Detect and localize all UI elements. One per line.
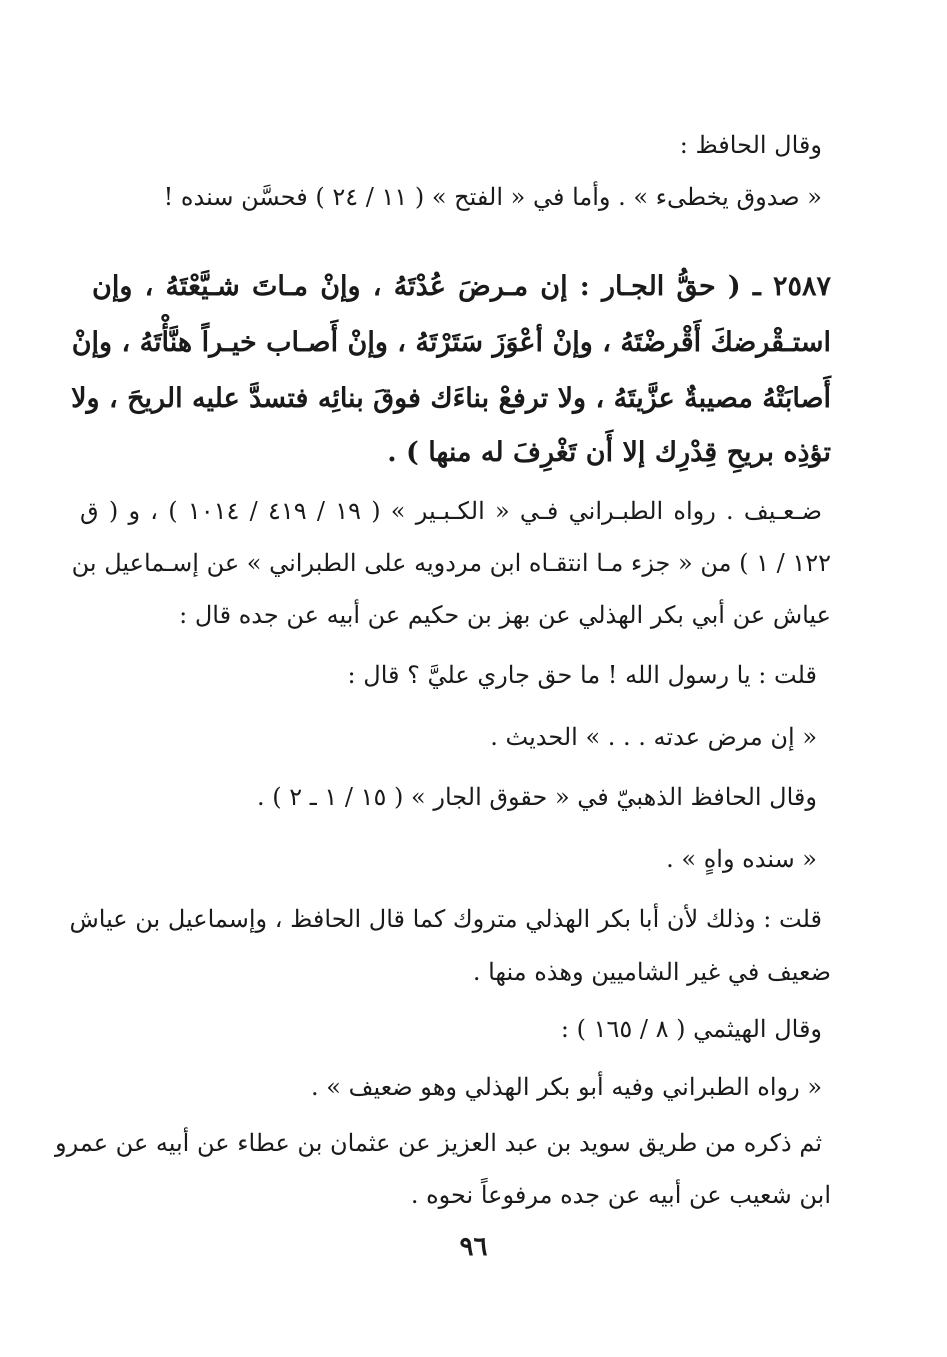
text-line: « إن مرض عدته . . . » الحديث . [490, 723, 817, 751]
text-line: « سنده واهٍ » . [666, 845, 817, 873]
hadith-line: أَصابَتْهُ مصيبةٌ عزَّيتَهُ ، ولا ترفعْ بناءَك فوقَ بنائِه فتسدَّ عليه الريحَ ، ولا [71, 383, 831, 414]
text-line: ابن شعيب عن أبيه عن جده مرفوعاً نحوه . [410, 1181, 831, 1209]
hadith-line: تؤذِه بريحِ قِدْرِك إلا أَن تَغْرِفَ له منها ) . [387, 437, 831, 468]
hadith-line: استـقْرضكَ أَقْرضْتَهُ ، وإنْ أعْوَزَ سَتَرْتَهُ ، وإنْ أَصـاب خيـراً هنَّأْتَهُ ، وإنْ [71, 327, 831, 358]
text-line: « صدوق يخطىء » . وأما في « الفتح » ( ١١ / ٢٤ ) فحسَّن سنده ! [163, 183, 822, 211]
text-line: وقال الحافظ الذهبيّ في « حقوق الجار » ( ١٥ / ١ ـ ٢ ) . [256, 783, 817, 811]
text-line: ثم ذكره من طريق سويد بن عبد العزيز عن عثمان بن عطاء عن أبيه عن عمرو [55, 1129, 822, 1157]
text-line: قلت : يا رسول الله ! ما حق جاري عليَّ ؟ قال : [347, 661, 817, 689]
text-line: « رواه الطبراني وفيه أبو بكر الهذلي وهو ضعيف » . [311, 1073, 822, 1101]
text-line: ضـعـيف . رواه الطبـراني فـي « الكـبـير » ( ١٩ / ٤١٩ / ١٠١٤ ) ، و ( ق [80, 497, 823, 525]
text-line: ١٢٢ / ١ ) من « جزء مـا انتقـاه ابن مردويه على الطبراني » عن إسـماعيل بن [71, 549, 831, 577]
text-line: وقال الهيثمي ( ٨ / ١٦٥ ) : [560, 1015, 822, 1043]
page-number: ٩٦ [459, 1232, 488, 1262]
text-line: قلت : وذلك لأن أبا بكر الهذلي متروك كما قال الحافظ ، وإسماعيل بن عياش [69, 905, 822, 933]
text-line: عياش عن أبي بكر الهذلي عن بهز بن حكيم عن أبيه عن جده قال : [179, 601, 831, 629]
text-line: ضعيف في غير الشاميين وهذه منها . [472, 958, 831, 986]
text-line: وقال الحافظ : [679, 131, 822, 159]
hadith-line: ٢٥٨٧ ـ ( حقُّ الجـار : إن مـرضَ عُدْتَهُ ، وإنْ مـاتَ شـيَّعْتَهُ ، وإن [92, 271, 831, 302]
